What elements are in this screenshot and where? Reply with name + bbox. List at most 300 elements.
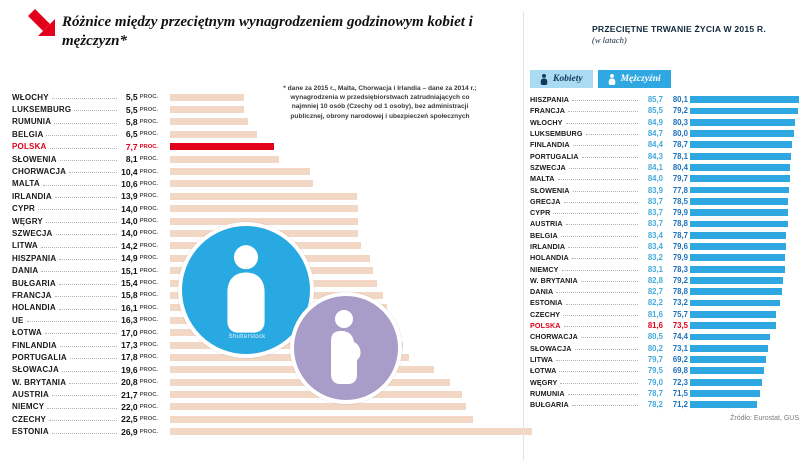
unit-label: PROC. bbox=[139, 428, 158, 435]
life-expectancy-chart bbox=[530, 94, 802, 410]
life-expectancy-bar bbox=[690, 232, 786, 239]
wage-row-label bbox=[12, 227, 158, 239]
country-label: FRANCJA bbox=[530, 106, 566, 116]
wage-row-label bbox=[12, 401, 158, 413]
country-label: W. BRYTANIA bbox=[530, 275, 578, 285]
wage-gap-value: 14,2 bbox=[121, 240, 138, 251]
unit-label: PROC. bbox=[139, 106, 158, 113]
life-expectancy-bar bbox=[690, 209, 788, 216]
unit-label: PROC. bbox=[139, 267, 158, 274]
wage-gap-value: 22,0 bbox=[121, 401, 138, 412]
women-value: 83,7 bbox=[647, 196, 663, 206]
life-expectancy-bar bbox=[690, 221, 788, 228]
dotted-leader bbox=[572, 253, 638, 259]
dotted-leader bbox=[69, 167, 117, 174]
unit-label: PROC. bbox=[139, 280, 158, 287]
life-row-label bbox=[530, 218, 688, 229]
wage-gap-value: 14,9 bbox=[121, 253, 138, 264]
life-expectancy-legend bbox=[530, 70, 671, 88]
dotted-leader bbox=[569, 163, 638, 169]
wage-row-label bbox=[12, 302, 158, 314]
dotted-leader bbox=[564, 197, 638, 203]
pregnant-silhouette-icon bbox=[320, 309, 372, 387]
dotted-leader bbox=[59, 278, 117, 285]
wage-row-malta bbox=[12, 178, 532, 190]
country-label: HISZPANIA bbox=[12, 253, 57, 263]
wage-row-label bbox=[12, 215, 158, 227]
country-label: IRLANDIA bbox=[12, 191, 52, 201]
wage-gap-bar bbox=[170, 168, 310, 175]
country-label: NIEMCY bbox=[530, 264, 559, 274]
unit-label: PROC. bbox=[139, 94, 158, 101]
wage-row-label bbox=[12, 203, 158, 215]
dotted-leader bbox=[586, 129, 638, 135]
life-row-włochy bbox=[530, 117, 802, 128]
wage-row-label bbox=[12, 91, 158, 103]
country-label: POLSKA bbox=[12, 142, 47, 152]
unit-label: PROC. bbox=[139, 118, 158, 125]
wage-gap-value: 8,1 bbox=[125, 154, 138, 165]
women-value: 80,5 bbox=[647, 332, 663, 342]
dotted-leader bbox=[566, 118, 638, 124]
wage-gap-value: 14,0 bbox=[121, 203, 138, 214]
dotted-leader bbox=[56, 229, 117, 236]
country-label: CHORWACJA bbox=[530, 332, 578, 342]
wage-row-label bbox=[12, 326, 158, 338]
life-row-finlandia bbox=[530, 139, 802, 150]
women-value: 78,2 bbox=[647, 400, 663, 410]
life-row-dania bbox=[530, 286, 802, 297]
men-value: 71,5 bbox=[672, 388, 688, 398]
women-value: 82,2 bbox=[647, 298, 663, 308]
men-value: 73,2 bbox=[672, 298, 688, 308]
dotted-leader bbox=[69, 377, 116, 384]
country-label: PORTUGALIA bbox=[12, 352, 67, 362]
country-label: CYPR bbox=[530, 208, 551, 218]
wage-row-słowenia bbox=[12, 153, 532, 165]
dotted-leader bbox=[59, 303, 117, 310]
women-value: 83,4 bbox=[647, 242, 663, 251]
unit-label: PROC. bbox=[139, 379, 158, 386]
wage-gap-value: 17,3 bbox=[121, 340, 138, 350]
life-row-irlandia bbox=[530, 241, 802, 252]
life-expectancy-bar bbox=[690, 164, 790, 171]
life-row-label bbox=[530, 331, 688, 342]
life-expectancy-bar bbox=[690, 175, 790, 182]
life-expectancy-bar bbox=[690, 390, 760, 397]
wage-row-portugalia bbox=[12, 351, 532, 363]
wage-gap-value: 5,5 bbox=[125, 104, 138, 115]
country-label: LUKSEMBURG bbox=[530, 129, 583, 139]
men-value: 73,5 bbox=[672, 321, 688, 331]
woman-icon bbox=[540, 74, 548, 85]
unit-label: PROC. bbox=[139, 156, 158, 163]
wage-row-label bbox=[12, 388, 158, 400]
life-row-hiszpania bbox=[530, 94, 802, 105]
life-row-niemcy bbox=[530, 263, 802, 274]
life-row-węgry bbox=[530, 376, 802, 387]
country-label: FINLANDIA bbox=[530, 140, 570, 150]
dotted-leader bbox=[566, 219, 638, 225]
life-expectancy-bar bbox=[690, 243, 786, 250]
wage-row-austria bbox=[12, 388, 532, 400]
unit-label: PROC. bbox=[139, 304, 158, 311]
country-label: CYPR bbox=[12, 204, 36, 214]
dotted-leader bbox=[62, 365, 117, 372]
wage-gap-bar bbox=[170, 143, 274, 150]
wage-gap-value: 17,8 bbox=[121, 352, 138, 363]
wage-gap-value: 22,5 bbox=[121, 414, 138, 425]
country-label: HOLANDIA bbox=[530, 253, 569, 263]
life-expectancy-bar bbox=[690, 367, 764, 374]
unit-label: PROC. bbox=[139, 180, 158, 187]
women-value: 79,5 bbox=[647, 366, 663, 376]
dotted-leader bbox=[47, 402, 116, 409]
wage-gap-bar bbox=[170, 180, 313, 187]
men-value: 78,7 bbox=[672, 140, 688, 150]
dotted-leader bbox=[582, 152, 638, 158]
unit-label: PROC. bbox=[139, 131, 158, 138]
wage-row-label bbox=[12, 351, 158, 363]
unit-label: PROC. bbox=[139, 403, 158, 410]
dotted-leader bbox=[558, 174, 638, 180]
men-value: 74,4 bbox=[672, 332, 688, 342]
down-right-arrow-icon bbox=[26, 7, 56, 37]
life-row-label bbox=[530, 162, 688, 173]
country-label: SŁOWACJA bbox=[12, 365, 59, 375]
men-value: 78,3 bbox=[672, 264, 688, 274]
dotted-leader bbox=[563, 310, 638, 316]
wage-row-chorwacja bbox=[12, 165, 532, 177]
wage-row-irlandia bbox=[12, 190, 532, 202]
life-row-w-brytania bbox=[530, 275, 802, 286]
dotted-leader bbox=[568, 106, 638, 112]
unit-label: PROC. bbox=[139, 354, 158, 361]
dotted-leader bbox=[55, 192, 117, 199]
country-label: GRECJA bbox=[530, 196, 561, 206]
dotted-leader bbox=[52, 390, 117, 397]
country-label: PORTUGALIA bbox=[530, 151, 579, 161]
women-value: 81,6 bbox=[647, 309, 663, 319]
men-value: 78,7 bbox=[672, 230, 688, 240]
wage-row-label bbox=[12, 289, 158, 301]
wage-gap-bar bbox=[170, 118, 248, 125]
country-label: BELGIA bbox=[12, 129, 44, 139]
shutterstock-watermark: Shutterstock bbox=[228, 334, 266, 340]
wage-gap-value: 7,7 bbox=[125, 141, 138, 152]
country-label: RUMUNIA bbox=[12, 117, 52, 127]
country-label: MALTA bbox=[530, 174, 555, 184]
life-row-label bbox=[530, 94, 688, 105]
dotted-leader bbox=[572, 400, 638, 406]
men-value: 69,2 bbox=[672, 354, 688, 364]
dotted-leader bbox=[568, 389, 638, 395]
legend-men bbox=[598, 70, 671, 88]
wage-gap-value: 15,8 bbox=[121, 290, 138, 301]
women-value: 83,9 bbox=[647, 185, 663, 195]
men-value: 80,4 bbox=[672, 162, 688, 172]
dotted-leader bbox=[27, 315, 117, 322]
unit-label: PROC. bbox=[139, 242, 158, 249]
dotted-leader bbox=[38, 204, 117, 211]
right-chart-title: PRZECIĘTNE TRWANIE ŻYCIA W 2015 R. bbox=[592, 24, 766, 34]
country-label: WĘGRY bbox=[530, 377, 558, 387]
women-value: 84,1 bbox=[647, 162, 663, 172]
unit-label: PROC. bbox=[139, 255, 158, 262]
men-value: 78,8 bbox=[672, 219, 688, 229]
women-value: 84,9 bbox=[647, 117, 663, 127]
dotted-leader bbox=[564, 321, 638, 327]
wage-gap-bar bbox=[170, 106, 244, 113]
life-row-label bbox=[530, 252, 688, 263]
wage-gap-value: 19,6 bbox=[121, 364, 138, 375]
men-value: 79,2 bbox=[672, 106, 688, 116]
country-label: UE bbox=[12, 315, 24, 325]
wage-row-label bbox=[12, 264, 158, 276]
wage-gap-bar bbox=[170, 94, 244, 101]
women-value: 81,6 bbox=[647, 321, 663, 331]
country-label: LITWA bbox=[12, 241, 38, 251]
unit-label: PROC. bbox=[139, 342, 158, 348]
wage-gap-value: 14,0 bbox=[121, 228, 138, 239]
unit-label: PROC. bbox=[139, 292, 158, 299]
country-label: MALTA bbox=[12, 179, 40, 189]
unit-label: PROC. bbox=[139, 168, 158, 175]
men-value: 79,9 bbox=[672, 208, 688, 218]
life-row-austria bbox=[530, 218, 802, 229]
country-label: NIEMCY bbox=[12, 402, 45, 412]
wage-gap-bar bbox=[170, 416, 473, 423]
life-row-label bbox=[530, 320, 688, 331]
women-value: 84,0 bbox=[647, 174, 663, 184]
life-row-label bbox=[530, 365, 688, 376]
dotted-leader bbox=[572, 95, 638, 101]
men-value: 72,3 bbox=[672, 377, 688, 387]
wage-row-polska bbox=[12, 141, 532, 153]
country-label: RUMUNIA bbox=[530, 388, 565, 398]
life-row-belgia bbox=[530, 230, 802, 241]
men-value: 79,7 bbox=[672, 174, 688, 184]
life-expectancy-bar bbox=[690, 141, 792, 148]
dotted-leader bbox=[573, 140, 638, 146]
country-label: CZECHY bbox=[530, 309, 561, 319]
country-label: ŁOTWA bbox=[12, 328, 42, 338]
dotted-leader bbox=[41, 241, 117, 248]
life-expectancy-bar bbox=[690, 119, 795, 126]
country-label: ESTONIA bbox=[12, 427, 49, 437]
dotted-leader bbox=[54, 117, 116, 124]
unit-label: PROC. bbox=[139, 366, 158, 373]
life-row-słowenia bbox=[530, 184, 802, 195]
life-row-malta bbox=[530, 173, 802, 184]
wage-gap-value: 10,6 bbox=[121, 178, 138, 189]
life-row-label bbox=[530, 263, 688, 274]
wage-row-label bbox=[12, 277, 158, 289]
country-label: W. BRYTANIA bbox=[12, 377, 67, 387]
dotted-leader bbox=[50, 142, 117, 149]
life-expectancy-bar bbox=[690, 187, 789, 194]
life-row-francja bbox=[530, 105, 802, 116]
men-value: 80,1 bbox=[672, 95, 688, 105]
life-row-label bbox=[530, 117, 688, 128]
wage-row-label bbox=[12, 314, 158, 326]
country-label: BELGIA bbox=[530, 230, 558, 240]
life-row-label bbox=[530, 139, 688, 150]
footnote: * dane za 2015 r., Malta, Chorwacja i Irlandia – dane za 2014 r.; wynagrodzenia w przedsiębiorstwach zatrudniających co najmniej 10 osób (Czechy od 1 osoby), bez administracji publicznej, obrony narodowej i ubezpieczeń społecznych bbox=[283, 85, 477, 120]
wage-row-niemcy bbox=[12, 401, 532, 413]
wage-gap-value: 20,8 bbox=[121, 377, 138, 388]
dotted-leader bbox=[74, 105, 116, 112]
life-expectancy-bar bbox=[690, 345, 768, 352]
women-value: 82,7 bbox=[647, 287, 663, 297]
unit-label: PROC. bbox=[139, 416, 158, 423]
life-expectancy-bar bbox=[690, 96, 799, 103]
life-row-label bbox=[530, 286, 688, 297]
wage-gap-value: 17,0 bbox=[121, 327, 138, 338]
dotted-leader bbox=[52, 92, 117, 99]
men-value: 79,2 bbox=[672, 275, 688, 285]
life-row-label bbox=[530, 150, 688, 161]
wage-gap-value: 5,8 bbox=[125, 116, 138, 127]
life-row-label bbox=[530, 184, 688, 195]
country-label: CHORWACJA bbox=[12, 167, 67, 177]
life-row-rumunia bbox=[530, 388, 802, 399]
wage-row-label bbox=[12, 128, 158, 140]
unit-label: PROC. bbox=[139, 193, 158, 200]
dotted-leader bbox=[55, 291, 117, 298]
wage-row-węgry bbox=[12, 215, 532, 227]
country-label: IRLANDIA bbox=[530, 242, 566, 251]
life-expectancy-bar bbox=[690, 288, 782, 295]
legend-women bbox=[530, 70, 593, 88]
life-row-chorwacja bbox=[530, 331, 802, 342]
wage-gap-value: 10,4 bbox=[121, 166, 138, 177]
country-label: FINLANDIA bbox=[12, 340, 57, 350]
life-expectancy-bar bbox=[690, 379, 762, 386]
men-value: 69,8 bbox=[672, 366, 688, 376]
unit-label: PROC. bbox=[139, 329, 158, 336]
wage-row-label bbox=[12, 178, 158, 190]
life-row-label bbox=[530, 399, 688, 410]
dotted-leader bbox=[46, 130, 116, 137]
dotted-leader bbox=[573, 185, 638, 191]
country-label: CZECHY bbox=[12, 414, 47, 424]
life-row-czechy bbox=[530, 309, 802, 320]
wage-row-label bbox=[12, 413, 158, 425]
dotted-leader bbox=[556, 355, 638, 361]
right-chart-subtitle: (w latach) bbox=[592, 35, 627, 45]
women-value: 83,7 bbox=[647, 208, 663, 218]
men-value: 75,7 bbox=[672, 309, 688, 319]
life-expectancy-bar bbox=[690, 108, 798, 115]
country-label: BUŁGARIA bbox=[12, 278, 56, 288]
women-value: 79,0 bbox=[647, 377, 663, 387]
life-row-label bbox=[530, 230, 688, 241]
dotted-leader bbox=[581, 276, 638, 282]
life-row-bułgaria bbox=[530, 399, 802, 410]
wage-row-w-brytania bbox=[12, 376, 532, 388]
unit-label: PROC. bbox=[139, 230, 158, 237]
life-row-łotwa bbox=[530, 365, 802, 376]
dotted-leader bbox=[553, 208, 638, 214]
country-label: AUSTRIA bbox=[530, 219, 563, 229]
life-expectancy-bar bbox=[690, 311, 776, 318]
country-label: SZWECJA bbox=[12, 228, 53, 238]
life-row-label bbox=[530, 173, 688, 184]
life-expectancy-bar bbox=[690, 130, 794, 137]
country-label: WŁOCHY bbox=[530, 117, 563, 127]
life-expectancy-bar bbox=[690, 401, 757, 408]
wage-gap-value: 16,1 bbox=[121, 302, 138, 313]
wage-gap-bar bbox=[170, 205, 358, 212]
dotted-leader bbox=[49, 415, 117, 422]
life-row-słowacja bbox=[530, 343, 802, 354]
life-row-holandia bbox=[530, 252, 802, 263]
wage-row-label bbox=[12, 339, 158, 351]
country-label: BUŁGARIA bbox=[530, 400, 569, 410]
country-label: HOLANDIA bbox=[12, 303, 56, 313]
source-note: Źródło: Eurostat, GUS bbox=[730, 415, 799, 422]
wage-gap-value: 16,3 bbox=[121, 315, 138, 326]
unit-label: PROC. bbox=[139, 317, 158, 324]
dotted-leader bbox=[41, 266, 116, 273]
dotted-leader bbox=[562, 265, 638, 271]
life-row-grecja bbox=[530, 196, 802, 207]
country-label: LITWA bbox=[530, 354, 553, 364]
dotted-leader bbox=[581, 332, 638, 338]
life-expectancy-bar bbox=[690, 334, 770, 341]
country-label: SŁOWENIA bbox=[12, 154, 57, 164]
life-row-label bbox=[530, 275, 688, 286]
dotted-leader bbox=[561, 231, 638, 237]
wage-gap-value: 5,5 bbox=[125, 92, 138, 103]
life-row-szwecja bbox=[530, 162, 802, 173]
country-label: AUSTRIA bbox=[12, 390, 49, 400]
country-label: WĘGRY bbox=[12, 216, 43, 226]
men-value: 79,6 bbox=[672, 242, 688, 251]
women-value: 83,1 bbox=[647, 264, 663, 274]
wage-row-label bbox=[12, 376, 158, 388]
wage-gap-bar bbox=[170, 193, 357, 200]
life-row-label bbox=[530, 196, 688, 207]
unit-label: PROC. bbox=[139, 143, 158, 150]
life-row-estonia bbox=[530, 297, 802, 308]
men-value: 77,8 bbox=[672, 185, 688, 195]
country-label: DANIA bbox=[12, 266, 39, 276]
men-value: 78,1 bbox=[672, 151, 688, 161]
life-row-label bbox=[530, 388, 688, 399]
dotted-leader bbox=[43, 179, 117, 186]
dotted-leader bbox=[60, 154, 117, 161]
life-expectancy-bar bbox=[690, 254, 785, 261]
wage-row-label bbox=[12, 153, 158, 165]
wage-row-label bbox=[12, 141, 158, 153]
life-row-polska bbox=[530, 320, 802, 331]
country-label: FRANCJA bbox=[12, 290, 52, 300]
dotted-leader bbox=[568, 242, 638, 248]
life-expectancy-bar bbox=[690, 266, 785, 273]
women-value: 84,4 bbox=[647, 140, 663, 150]
men-value: 79,9 bbox=[672, 253, 688, 263]
life-row-label bbox=[530, 297, 688, 308]
section-divider bbox=[523, 12, 524, 460]
country-label: SZWECJA bbox=[530, 162, 566, 172]
women-value: 78,7 bbox=[647, 388, 663, 398]
legend-men-label: Mężczyźni bbox=[620, 74, 661, 84]
wage-gap-bar bbox=[170, 156, 279, 163]
country-label: SŁOWACJA bbox=[530, 343, 572, 353]
wage-gap-value: 26,9 bbox=[121, 426, 138, 437]
